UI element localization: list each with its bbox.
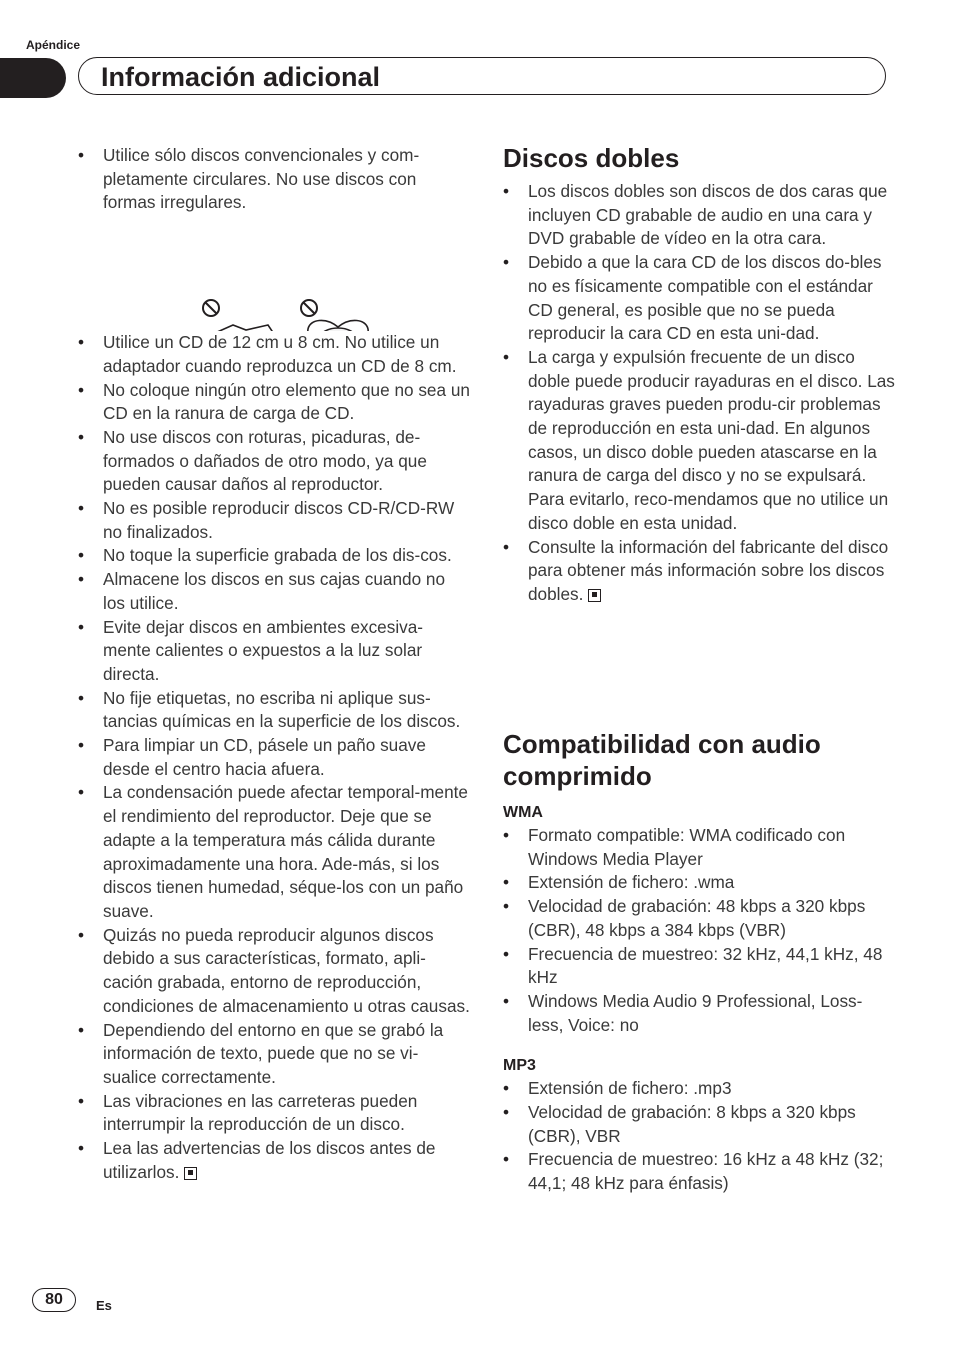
page-title: Información adicional (101, 62, 381, 92)
list-item-text: Consulte la información del fabricante del disco para obtener más información sobre los discos dobles. (528, 536, 889, 604)
list-item: • Evite dejar discos en ambientes excesiva-mente calientes o expuestos a la luz solar directa. (78, 616, 470, 687)
list-item (503, 536, 895, 607)
compat-section (503, 728, 895, 1196)
discos-dobles-list (503, 180, 895, 607)
list-item: • Quizás no pueda reproducir algunos discos debido a sus características, formato, apli-cación grabada, entorno de reproducción, condiciones de almacenamiento u otras causas. (78, 924, 470, 1019)
disc-handling-list-top (78, 144, 470, 215)
list-item (78, 1137, 470, 1184)
end-mark-icon (588, 589, 601, 602)
list-item: • Dependiendo del entorno en que se grabó la información de texto, puede que no se vi-sualice correctamente. (78, 1019, 470, 1090)
list-item: • Velocidad de grabación: 48 kbps a 320 kbps (CBR), 48 kbps a 384 kbps (VBR) (503, 895, 895, 942)
wma-subheading: WMA (503, 804, 543, 821)
disc-handling-list (78, 331, 470, 1184)
left-column (78, 144, 470, 1184)
list-item: • Debido a que la cara CD de los discos do-bles no es físicamente compatible con el estándar CD general, es posible que no se pueda reproducir la cara CD en esta uni-dad. (503, 251, 895, 346)
list-item: • Extensión de fichero: .wma (503, 871, 895, 895)
list-item-text: Lea las advertencias de los discos antes de utilizarlos. (103, 1138, 436, 1182)
no-symbol-icon (203, 300, 219, 316)
discos-dobles-section (503, 142, 895, 607)
mp3-subheading: MP3 (503, 1057, 536, 1075)
list-item: • Extensión de fichero: .mp3 (503, 1077, 895, 1101)
page-number: 80 (32, 1288, 76, 1312)
list-item: • Frecuencia de muestreo: 32 kHz, 44,1 kHz, 48 kHz (503, 943, 895, 990)
heart-disc-icon (308, 321, 368, 332)
list-item: • La carga y expulsión frecuente de un disco doble puede producir rayaduras en el disco. Las rayaduras graves pueden produ-cir problemas de reproducción en esta uni-dad. En algunos casos, un disco doble pueden atascarse en la ranura de carga del disco y no se expulsará. Para evitarlo, reco-mendamos que no utilice un disco doble en esta unidad. (503, 346, 895, 536)
list-item: • Velocidad de grabación: 8 kbps a 320 kbps (CBR), VBR (503, 1101, 895, 1148)
list-item: • Frecuencia de muestreo: 16 kHz a 48 kHz (32; 44,1; 48 kHz para énfasis) (503, 1148, 895, 1195)
header-black-tab (0, 58, 66, 98)
list-item: • Los discos dobles son discos de dos caras que incluyen CD grabable de audio en una cara y DVD grabable de vídeo en la otra cara. (503, 180, 895, 251)
list-item: • No toque la superficie grabada de los dis-cos. (78, 544, 470, 568)
list-item: • No es posible reproducir discos CD-R/CD-RW no finalizados. (78, 497, 470, 544)
disc-shape-illustration (78, 215, 470, 331)
section-heading: Discos dobles (503, 143, 680, 173)
wma-list (503, 824, 895, 1037)
list-item: • Las vibraciones en las carreteras pueden interrumpir la reproducción de un disco. (78, 1090, 470, 1137)
list-item: • Windows Media Audio 9 Professional, Loss-less, Voice: no (503, 990, 895, 1037)
header-pill (78, 57, 886, 95)
no-symbol-icon (301, 300, 317, 316)
list-item: • Almacene los discos en sus cajas cuando no los utilice. (78, 568, 470, 615)
end-mark-icon (184, 1167, 197, 1180)
list-item: • Utilice sólo discos convencionales y com-pletamente circulares. No use discos con formas irregulares. (78, 144, 470, 215)
section-label: Apéndice (26, 38, 81, 52)
list-item: • La condensación puede afectar temporal-mente el rendimiento del reproductor. Deje que se adapte a la temperatura más cálida durante aproximadamente una hora. Ade-más, si los discos tienen humedad, séque-los con un paño suave. (78, 781, 470, 923)
list-item: • Formato compatible: WMA codificado con Windows Media Player (503, 824, 895, 871)
list-item: • Utilice un CD de 12 cm u 8 cm. No utilice un adaptador cuando reproduzca un CD de 8 cm. (78, 331, 470, 378)
list-item: • No coloque ningún otro elemento que no sea un CD en la ranura de carga de CD. (78, 379, 470, 426)
list-item: • Para limpiar un CD, pásele un paño suave desde el centro hacia afuera. (78, 734, 470, 781)
section-heading: Compatibilidad con audio comprimido (503, 729, 821, 791)
list-item: • No fije etiquetas, no escriba ni aplique sus-tancias químicas en la superficie de los discos. (78, 687, 470, 734)
mp3-list (503, 1077, 895, 1196)
language-code: Es (96, 1298, 112, 1313)
list-item: • No use discos con roturas, picaduras, de-formados o dañados de otro modo, ya que pueden causar daños al reproductor. (78, 426, 470, 497)
